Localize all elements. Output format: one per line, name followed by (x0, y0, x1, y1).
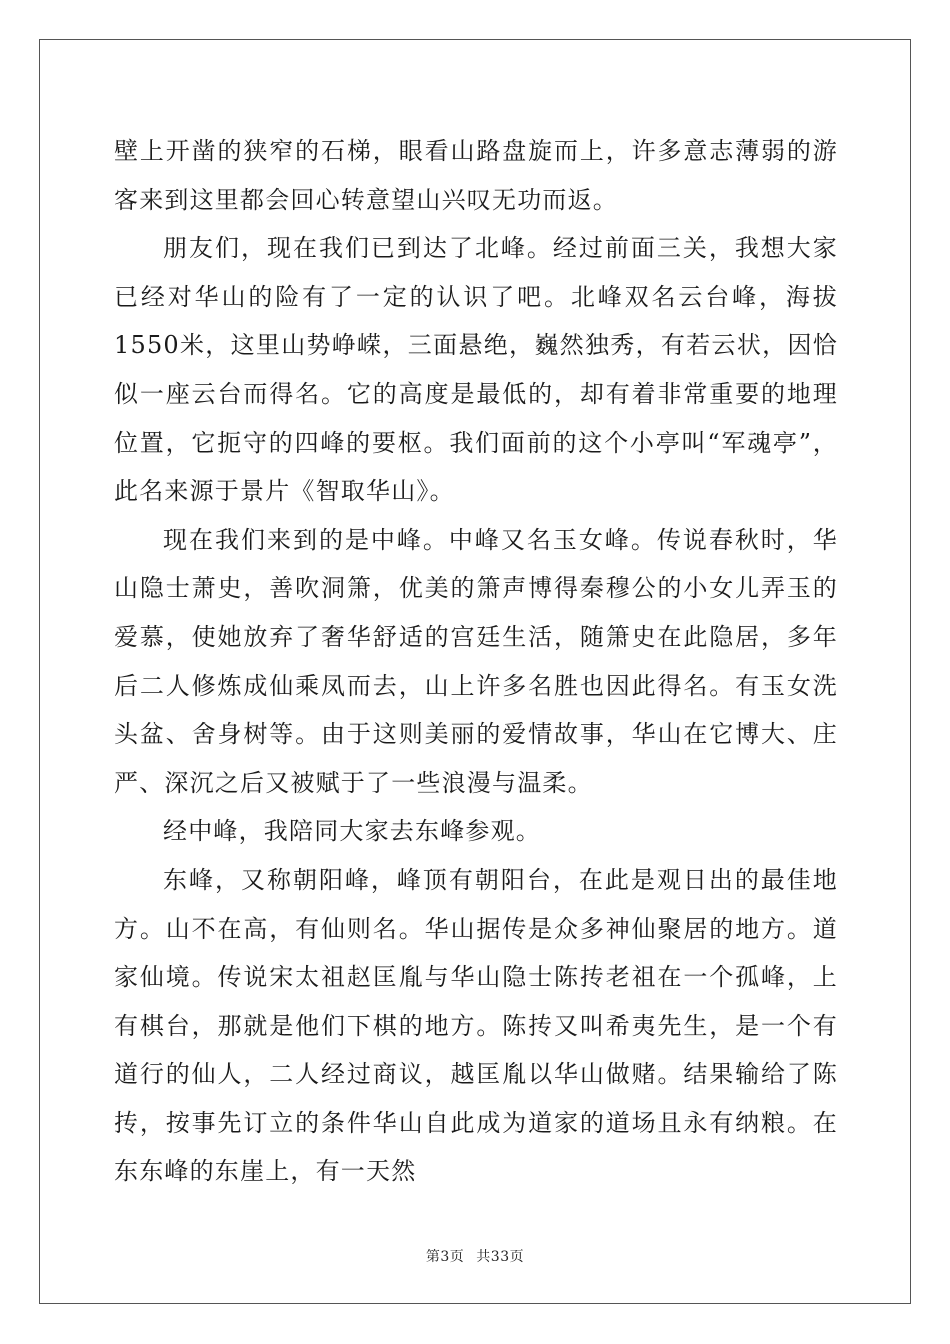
page-total: 共33页 (476, 1249, 525, 1265)
paragraph: 经中峰，我陪同大家去东峰参观。 (163, 817, 541, 846)
paragraph: 东峰，又称朝阳峰，峰顶有朝阳台，在此是观日出的最佳地方。山不在高，有仙则名。华山据传是众多神仙聚居的地方。道家仙境。传说宋太祖赵匡胤与华山隐士陈抟老祖在一个孤峰，上有棋台，那就是他们下棋的地方。陈抟又叫希夷先生，是一个有道行的仙人，二人经过商议，越匡胤以华山做赌。结果输给了陈抟，按事先订立的条件华山自此成为道家的道场且永有纳粮。在东东峰的东崖上，有一天然 (114, 865, 838, 1186)
paragraph: 壁上开凿的狭窄的石梯，眼看山路盘旋而上，许多意志薄弱的游客来到这里都会回心转意望山兴叹无功而返。 (114, 137, 838, 214)
paragraph: 现在我们来到的是中峰。中峰又名玉女峰。传说春秋时，华山隐士萧史，善吹洞箫，优美的箫声博得秦穆公的小女儿弄玉的爱慕，使她放弃了奢华舒适的宫廷生活，随箫史在此隐居，多年后二人修炼成仙乘凤而去，山上许多名胜也因此得名。有玉女洗头盆、舍身树等。由于这则美丽的爱情故事，华山在它博大、庄严、深沉之后又被赋于了一些浪漫与温柔。 (114, 525, 838, 797)
page-footer (0, 1246, 950, 1266)
page-number: 第3页 (425, 1249, 465, 1265)
paragraph: 朋友们，现在我们已到达了北峰。经过前面三关，我想大家已经对华山的险有了一定的认识了吧。北峰双名云台峰，海拔1550米，这里山势峥嵘，三面悬绝，巍然独秀，有若云状，因恰似一座云台而得名。它的高度是最低的，却有着非常重要的地理位置，它扼守的四峰的要枢。我们面前的这个小亭叫“军魂亭”，此名来源于景片《智取华山》。 (114, 234, 838, 506)
document-body (114, 127, 838, 1196)
